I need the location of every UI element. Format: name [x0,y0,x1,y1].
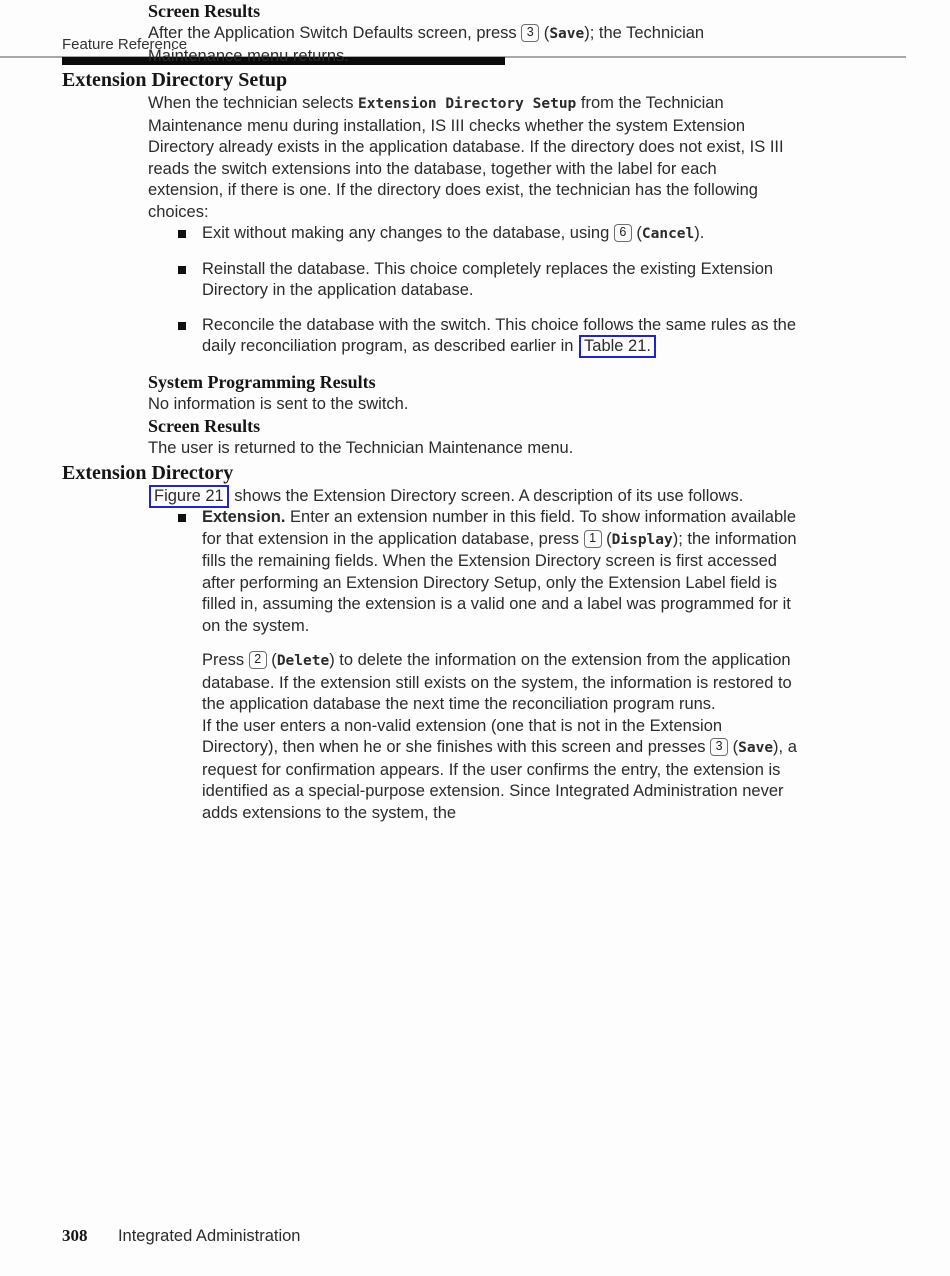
list-item [202,259,802,302]
paragraph-ed-intro [148,486,796,508]
keycap-2-icon: 2 [249,651,267,669]
text-run: shows the Extension Directory screen. A description of its use follows. [229,486,744,505]
text-run: Press [202,651,249,669]
heading-extension-directory: Extension Directory [62,461,234,484]
text-run: ); the Technician Maintenance menu returns. [148,24,705,65]
text-run: from the Technician Maintenance menu during installation, IS III checks whether the system Extension Directory already exists in the application database. If the directory does not exist, IS III reads the switch extensions into the database, together with the label for each extension, if there is one. If the directory does exist, the technician has the following choices: [148,94,784,221]
text-run: Reinstall the database. This choice completely replaces the existing Extension Directory in the application database. [202,259,774,299]
text-run: ( [266,651,277,669]
text-run: After the Application Switch Defaults screen, press [148,24,522,42]
text-run: ). [694,224,705,242]
literal-term: Display [611,531,673,548]
paragraph-delete-info [202,650,802,716]
paragraph-screen-results-2 [148,438,796,460]
literal-term: Save [549,26,585,42]
paragraph-nonvalid-extension [202,716,802,825]
text-run: Reconcile the database with the switch. This choice follows the same rules as the daily reconciliation program, as described earlier in [202,315,796,355]
text-run: Exit without making any changes to the database, using [202,224,614,242]
list-item-text [202,316,796,356]
bullet-square-icon [178,322,186,330]
text-run: ( [728,738,739,756]
list-item [202,315,802,358]
keycap-6-icon: 6 [614,224,632,242]
text-run: If the user enters a non-valid extension (one that is not in the Extension Directory), then when he or she finishes with this screen and presses [202,716,723,756]
literal-term: Cancel [641,226,695,242]
paragraph-screen-results-1 [148,23,796,67]
literal-term: Extension Directory Setup [358,96,577,112]
bullet-square-icon [178,230,186,238]
paragraph-spr [148,394,796,416]
keycap-1-icon: 1 [584,530,602,548]
keycap-3-icon: 3 [710,738,728,756]
page-footer [62,1226,300,1246]
text-run: ) to delete the information on the extension from the application database. If the extension still exists on the system, the information is restored to the application database the next time the reconciliation program runs. [202,651,792,713]
list-item-text [202,508,797,635]
choices-list [202,223,802,358]
text-run: The user is returned to the Technician Maintenance menu. [148,439,574,457]
list-item-text [202,224,704,242]
paragraph-eds-intro [148,93,796,223]
list-item [202,223,802,246]
link-figure-21[interactable]: Figure 21 [149,485,229,508]
text-run: ( [539,24,550,42]
keycap-3-icon: 3 [521,24,539,42]
literal-term: Save [738,740,774,756]
bold-term: Extension. [202,508,286,526]
extension-fields-list [202,507,802,637]
text-run: ), a request for confirmation appears. If the user confirms the entry, the extension is identified as a special-purpose extension. Since Integrated Administration never adds extensions to the system, the [202,738,797,822]
footer-book-title: Integrated Administration [117,1227,301,1245]
text-run: ); the information fills the remaining fields. When the Extension Directory screen is first accessed after performing an Extension Directory Setup, only the Extension Label field is filled in, assuming the extension is a valid one and a label was programmed for it on the system. [202,529,797,635]
text-run: When the technician selects [148,94,359,112]
list-item-text [202,260,773,300]
text-run: ( [601,529,612,548]
text-run: ( [631,224,642,242]
running-header-title: Feature Reference [62,36,188,53]
heading-screen-results-1: Screen Results [148,1,261,21]
page-number: 308 [62,1226,88,1245]
heading-screen-results-2: Screen Results [148,416,261,436]
link-table-21[interactable]: Table 21. [579,335,656,358]
text-run: Enter an extension number in this field. To show information available for that extension in the application database, press [202,508,797,548]
text-run: No information is sent to the switch. [148,394,409,413]
list-item [202,507,802,637]
heading-system-programming-results: System Programming Results [148,371,376,392]
bullet-square-icon [178,266,186,274]
literal-term: Delete [276,653,330,669]
bullet-square-icon [178,514,186,522]
heading-extension-directory-setup: Extension Directory Setup [62,69,288,91]
